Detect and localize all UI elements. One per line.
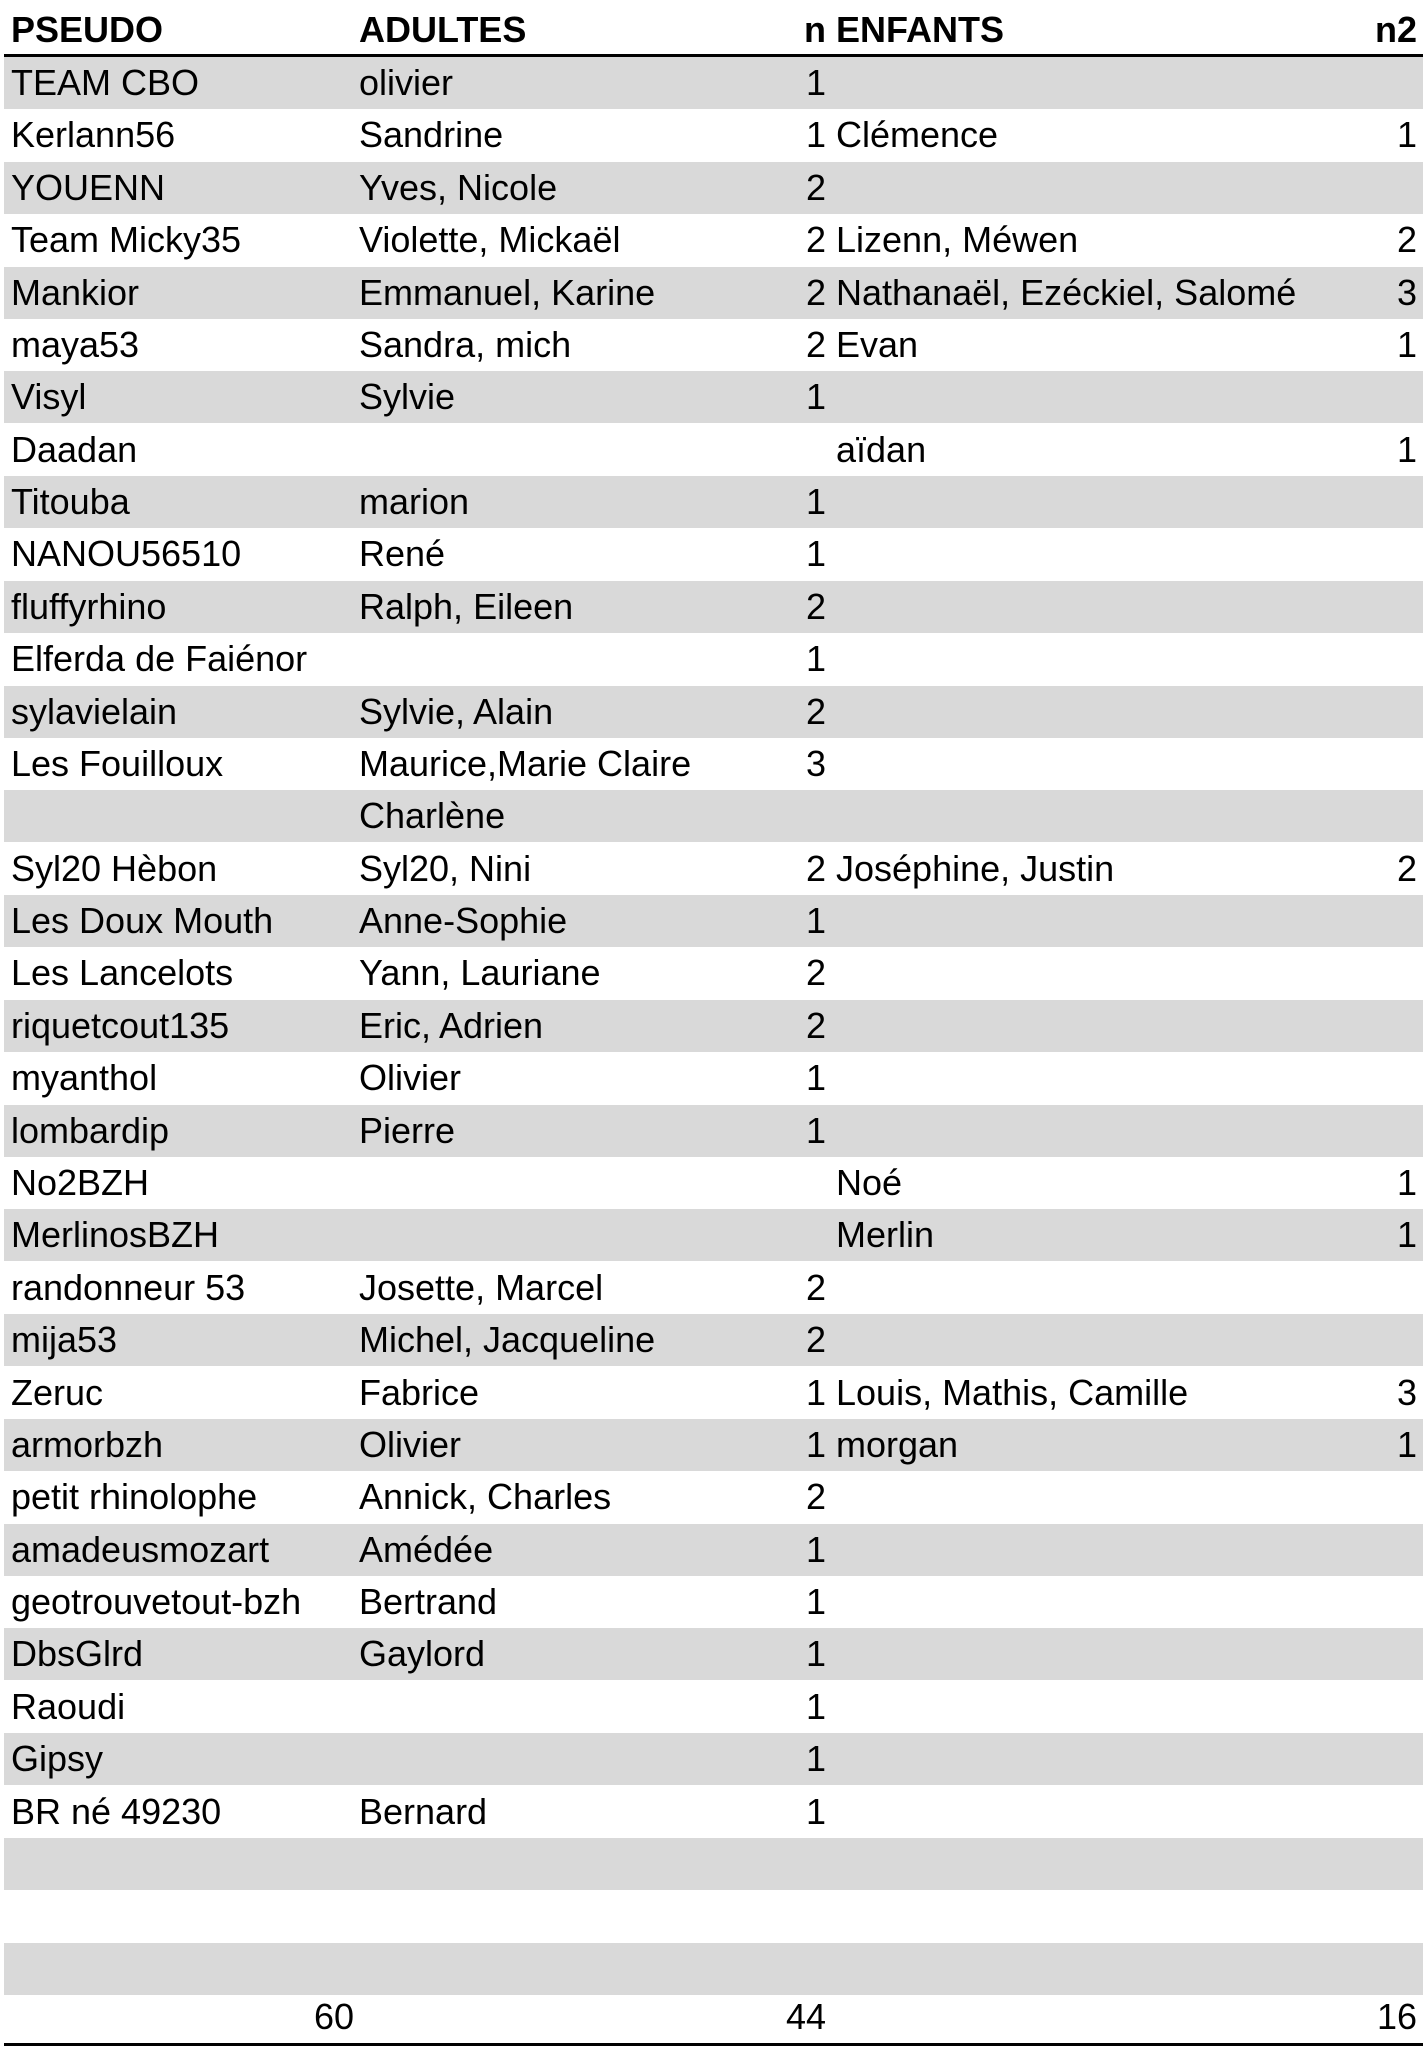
cell-adultes: Eric, Adrien xyxy=(359,1004,544,1046)
header-row xyxy=(4,4,1423,57)
cell-n2 xyxy=(1304,476,1417,528)
cell-n: 1 xyxy=(805,62,826,103)
total-count: 60 xyxy=(313,1996,354,2037)
cell-n2 xyxy=(1304,1786,1417,1838)
cell-n2 xyxy=(1304,1943,1417,1995)
cell-n xyxy=(704,790,826,842)
cell-n: 1 xyxy=(805,533,826,575)
cell-pseudo: NANOU56510 xyxy=(11,533,242,575)
cell-adultes: Pierre xyxy=(359,1109,456,1151)
table-row xyxy=(4,424,1423,476)
cell-pseudo: riquetcout135 xyxy=(11,1004,230,1046)
cell-pseudo: YOUENN xyxy=(11,166,166,208)
table-row xyxy=(4,738,1423,790)
header-n2: n2 xyxy=(1374,9,1417,50)
header-adultes: ADULTES xyxy=(359,9,527,50)
cell-adultes: Fabrice xyxy=(359,1371,480,1413)
cell-n2 xyxy=(1304,1890,1417,1942)
table-row xyxy=(4,633,1423,685)
table-row xyxy=(4,1052,1423,1104)
cell-pseudo: TEAM CBO xyxy=(11,62,200,103)
table-row xyxy=(4,371,1423,423)
cell-pseudo: fluffyrhino xyxy=(11,585,167,627)
table-row xyxy=(4,57,1423,109)
cell-adultes: Emmanuel, Karine xyxy=(359,271,656,313)
cell-pseudo: Zeruc xyxy=(11,1371,104,1413)
cell-n: 1 xyxy=(805,1738,826,1780)
total-adultes: 44 xyxy=(785,1996,826,2037)
table-row xyxy=(4,895,1423,947)
cell-pseudo: Titouba xyxy=(11,481,130,523)
cell-pseudo: randonneur 53 xyxy=(11,1266,246,1308)
cell-n2 xyxy=(1304,162,1417,214)
cell-n2: 1 xyxy=(1396,1214,1417,1256)
table-row xyxy=(4,1000,1423,1052)
cell-pseudo: Syl20 Hèbon xyxy=(11,847,218,889)
cell-adultes: Syl20, Nini xyxy=(359,847,532,889)
cell-enfants: Louis, Mathis, Camille xyxy=(836,1371,1189,1413)
table-row xyxy=(4,1209,1423,1261)
cell-n: 2 xyxy=(805,219,826,261)
cell-adultes: Olivier xyxy=(359,1057,462,1099)
cell-n: 1 xyxy=(805,638,826,680)
cell-adultes: Maurice,Marie Claire xyxy=(359,742,692,784)
cell-n: 1 xyxy=(805,1057,826,1099)
cell-n2: 1 xyxy=(1396,1161,1417,1203)
cell-enfants: Merlin xyxy=(836,1214,935,1256)
cell-n: 1 xyxy=(805,1790,826,1832)
cell-n2 xyxy=(1304,1000,1417,1052)
header-n: n xyxy=(804,9,826,50)
cell-adultes: Gaylord xyxy=(359,1633,486,1675)
cell-enfants: Nathanaël, Ezéckiel, Salomé xyxy=(836,271,1297,313)
cell-pseudo: Mankior xyxy=(11,271,140,313)
table-row xyxy=(4,1943,1423,1995)
cell-pseudo: myanthol xyxy=(11,1057,158,1099)
table-row xyxy=(4,1419,1423,1471)
cell-enfants: morgan xyxy=(836,1423,959,1465)
cell-n2 xyxy=(1304,1052,1417,1104)
cell-adultes: Sylvie xyxy=(359,376,456,418)
cell-adultes: Bernard xyxy=(359,1790,488,1832)
cell-pseudo: mija53 xyxy=(11,1319,118,1361)
cell-n2 xyxy=(1304,371,1417,423)
cell-adultes: Sandrine xyxy=(359,114,504,156)
cell-n2 xyxy=(1304,57,1417,109)
table-row xyxy=(4,214,1423,266)
cell-adultes: Violette, Mickaël xyxy=(359,219,621,261)
cell-n2 xyxy=(1304,1524,1417,1576)
header-pseudo: PSEUDO xyxy=(11,9,164,50)
cell-n2 xyxy=(1304,895,1417,947)
cell-n2: 1 xyxy=(1396,1423,1417,1465)
table-row xyxy=(4,267,1423,319)
cell-pseudo: MerlinosBZH xyxy=(11,1214,220,1256)
cell-pseudo: Les Lancelots xyxy=(11,952,234,994)
table-row xyxy=(4,162,1423,214)
cell-n: 1 xyxy=(805,1371,826,1413)
table-row xyxy=(4,1628,1423,1680)
table-row xyxy=(4,1314,1423,1366)
cell-n2: 1 xyxy=(1396,114,1417,156)
cell-n2 xyxy=(1304,686,1417,738)
cell-n: 1 xyxy=(805,1685,826,1727)
cell-enfants: Clémence xyxy=(836,114,999,156)
cell-pseudo: maya53 xyxy=(11,323,140,365)
cell-enfants: Evan xyxy=(836,323,919,365)
cell-n2: 3 xyxy=(1396,271,1417,313)
cell-pseudo: geotrouvetout-bzh xyxy=(11,1581,302,1623)
cell-n: 2 xyxy=(805,1476,826,1518)
cell-pseudo: Elferda de Faiénor xyxy=(11,638,308,680)
cell-adultes: Sandra, mich xyxy=(359,323,572,365)
cell-n: 2 xyxy=(805,1004,826,1046)
table-row xyxy=(4,1471,1423,1523)
cell-n2: 1 xyxy=(1396,428,1417,470)
table-row xyxy=(4,1681,1423,1733)
cell-n: 1 xyxy=(805,1528,826,1570)
cell-pseudo: armorbzh xyxy=(11,1423,164,1465)
table-row xyxy=(4,1262,1423,1314)
cell-adultes: Michel, Jacqueline xyxy=(359,1319,656,1361)
table-row xyxy=(4,581,1423,633)
cell-pseudo: Team Micky35 xyxy=(11,219,242,261)
cell-n xyxy=(704,1890,826,1942)
cell-n2: 2 xyxy=(1396,219,1417,261)
cell-pseudo: petit rhinolophe xyxy=(11,1476,258,1518)
table-row xyxy=(4,1838,1423,1890)
cell-adultes: Olivier xyxy=(359,1423,462,1465)
table-row xyxy=(4,1733,1423,1785)
table-row xyxy=(4,843,1423,895)
cell-n: 2 xyxy=(805,847,826,889)
cell-n xyxy=(704,1209,826,1261)
table-row xyxy=(4,1576,1423,1628)
cell-n: 2 xyxy=(805,952,826,994)
cell-pseudo: Raoudi xyxy=(11,1685,126,1727)
cell-adultes: Anne-Sophie xyxy=(359,900,568,942)
cell-adultes: Annick, Charles xyxy=(359,1476,612,1518)
cell-n: 2 xyxy=(805,690,826,732)
table-row xyxy=(4,528,1423,580)
cell-n: 1 xyxy=(805,900,826,942)
cell-n2 xyxy=(1304,1681,1417,1733)
header-enfants: ENFANTS xyxy=(836,9,1005,50)
cell-n2 xyxy=(1304,528,1417,580)
cell-n: 3 xyxy=(805,742,826,784)
cell-n2 xyxy=(1304,1838,1417,1890)
cell-n2 xyxy=(1304,738,1417,790)
cell-n2 xyxy=(1304,790,1417,842)
cell-n xyxy=(704,1838,826,1890)
cell-adultes: Yves, Nicole xyxy=(359,166,558,208)
cell-pseudo: No2BZH xyxy=(11,1161,150,1203)
cell-n: 2 xyxy=(805,166,826,208)
cell-n: 1 xyxy=(805,376,826,418)
cell-adultes: Amédée xyxy=(359,1528,494,1570)
cell-n xyxy=(704,1943,826,1995)
cell-enfants: Lizenn, Méwen xyxy=(836,219,1079,261)
cell-pseudo: Daadan xyxy=(11,428,138,470)
cell-n2 xyxy=(1304,1471,1417,1523)
cell-n2 xyxy=(1304,1105,1417,1157)
cell-n: 2 xyxy=(805,1319,826,1361)
cell-n2: 1 xyxy=(1396,323,1417,365)
cell-pseudo: DbsGlrd xyxy=(11,1633,144,1675)
bottom-border xyxy=(4,2043,1423,2046)
cell-n: 1 xyxy=(805,1581,826,1623)
cell-adultes: Bertrand xyxy=(359,1581,498,1623)
cell-pseudo: Visyl xyxy=(11,376,87,418)
table-row xyxy=(4,790,1423,842)
cell-n2 xyxy=(1304,581,1417,633)
cell-pseudo: Les Fouilloux xyxy=(11,742,224,784)
cell-n: 1 xyxy=(805,1109,826,1151)
table-row xyxy=(4,109,1423,161)
cell-n2 xyxy=(1304,633,1417,685)
totals-row xyxy=(4,1991,1423,2043)
cell-n: 1 xyxy=(805,114,826,156)
table-row xyxy=(4,686,1423,738)
cell-pseudo: Gipsy xyxy=(11,1738,104,1780)
cell-n2 xyxy=(1304,1576,1417,1628)
cell-adultes: olivier xyxy=(359,62,454,103)
cell-n: 1 xyxy=(805,481,826,523)
cell-adultes: Charlène xyxy=(359,795,506,837)
cell-pseudo: Kerlann56 xyxy=(11,114,176,156)
cell-n2 xyxy=(1304,1314,1417,1366)
cell-n2: 3 xyxy=(1396,1371,1417,1413)
cell-n2 xyxy=(1304,947,1417,999)
cell-n2 xyxy=(1304,1262,1417,1314)
cell-adultes: Yann, Lauriane xyxy=(359,952,601,994)
cell-adultes: Sylvie, Alain xyxy=(359,690,554,732)
cell-adultes: Ralph, Eileen xyxy=(359,585,574,627)
cell-pseudo: lombardip xyxy=(11,1109,170,1151)
table-row xyxy=(4,1890,1423,1942)
cell-enfants: aïdan xyxy=(836,428,927,470)
cell-pseudo: Les Doux Mouth xyxy=(11,900,274,942)
cell-adultes: Josette, Marcel xyxy=(359,1266,604,1308)
cell-pseudo: sylavielain xyxy=(11,690,178,732)
cell-n: 2 xyxy=(805,585,826,627)
cell-n2 xyxy=(1304,1733,1417,1785)
cell-n xyxy=(704,424,826,476)
cell-n2: 2 xyxy=(1396,847,1417,889)
cell-n xyxy=(704,1157,826,1209)
cell-n: 1 xyxy=(805,1423,826,1465)
cell-pseudo: amadeusmozart xyxy=(11,1528,270,1570)
cell-adultes: marion xyxy=(359,481,470,523)
table-row xyxy=(4,947,1423,999)
cell-enfants: Noé xyxy=(836,1161,903,1203)
table-row xyxy=(4,1524,1423,1576)
total-enfants: 16 xyxy=(1376,1996,1417,2037)
table-row xyxy=(4,1157,1423,1209)
table-row xyxy=(4,1786,1423,1838)
cell-pseudo: BR né 49230 xyxy=(11,1790,222,1832)
table-row xyxy=(4,319,1423,371)
cell-n: 2 xyxy=(805,1266,826,1308)
table-row xyxy=(4,1367,1423,1419)
cell-n: 2 xyxy=(805,271,826,313)
cell-n2 xyxy=(1304,1628,1417,1680)
cell-enfants: Joséphine, Justin xyxy=(836,847,1115,889)
table-row xyxy=(4,1105,1423,1157)
cell-adultes: René xyxy=(359,533,446,575)
cell-n: 2 xyxy=(805,323,826,365)
cell-n: 1 xyxy=(805,1633,826,1675)
table-row xyxy=(4,476,1423,528)
